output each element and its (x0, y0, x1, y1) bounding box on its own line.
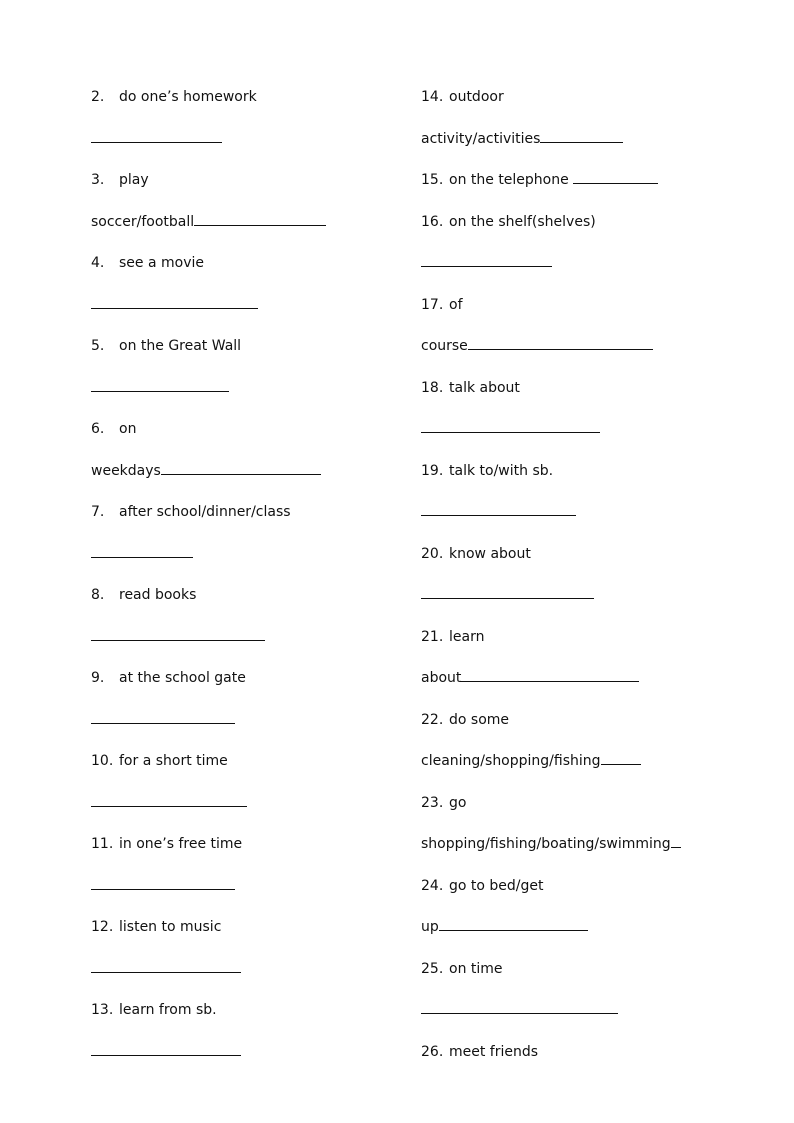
item-23 (421, 792, 721, 834)
item-phrase-continued: course (421, 338, 468, 354)
answer-blank[interactable] (91, 958, 241, 973)
answer-line-25 (421, 999, 721, 1041)
item-phrase: do one’s homework (119, 89, 257, 105)
item-number: 11. (91, 836, 114, 852)
item-phrase: in one’s free time (119, 836, 243, 852)
item-15 (421, 169, 721, 211)
item-number: 20. (421, 545, 444, 562)
item-phrase: listen to music (119, 919, 222, 935)
item-21 (421, 626, 721, 668)
answer-blank[interactable] (91, 709, 235, 724)
item-phrase: go to bed/get (449, 877, 544, 894)
answer-blank[interactable] (461, 667, 639, 682)
item-2 (91, 86, 391, 128)
item-number: 4. (91, 255, 105, 271)
answer-blank[interactable] (468, 335, 653, 350)
item-number: 6. (91, 421, 105, 437)
answer-blank[interactable] (421, 584, 594, 599)
answer-line-24 (421, 916, 721, 958)
answer-line-21 (421, 667, 721, 709)
item-phrase-continued: activity/activities (421, 130, 541, 147)
left-column (91, 86, 391, 1082)
item-4 (91, 252, 391, 294)
item-phrase: see a movie (119, 255, 204, 271)
answer-line-22 (421, 750, 721, 792)
item-number: 15. (421, 172, 444, 188)
item-phrase: on the telephone (449, 172, 569, 188)
item-14 (421, 86, 721, 128)
item-19 (421, 460, 721, 502)
answer-blank[interactable] (421, 418, 600, 433)
item-13 (91, 999, 391, 1041)
answer-blank[interactable] (601, 750, 641, 765)
answer-line-20 (421, 584, 721, 626)
item-6 (91, 418, 391, 460)
item-number: 13. (91, 1002, 114, 1018)
item-number: 17. (421, 296, 444, 313)
item-26 (421, 1041, 721, 1083)
answer-blank[interactable] (439, 916, 588, 931)
answer-blank[interactable] (91, 128, 222, 143)
item-20 (421, 543, 721, 585)
item-17 (421, 294, 721, 336)
item-5 (91, 335, 391, 377)
answer-blank[interactable] (540, 128, 623, 143)
item-phrase: on time (449, 960, 503, 977)
item-phrase: outdoor (449, 89, 504, 105)
answer-blank[interactable] (421, 252, 552, 267)
item-phrase: on the shelf(shelves) (449, 213, 596, 230)
answer-line-23 (421, 833, 721, 875)
item-phrase: read books (119, 587, 197, 603)
item-16 (421, 211, 721, 253)
item-number: 14. (421, 89, 444, 105)
answer-line-17 (421, 335, 721, 377)
answer-blank[interactable] (91, 543, 193, 558)
item-phrase-continued: cleaning/shopping/fishing (421, 753, 601, 769)
answer-line-13 (91, 1041, 391, 1083)
item-phrase: know about (449, 545, 531, 562)
item-10 (91, 750, 391, 792)
item-phrase-continued: soccer/football (91, 213, 195, 230)
item-phrase: on (119, 421, 137, 437)
answer-blank[interactable] (161, 460, 321, 475)
item-number: 10. (91, 753, 114, 769)
answer-line-6 (91, 460, 391, 502)
item-24 (421, 875, 721, 917)
item-11 (91, 833, 391, 875)
item-phrase: learn from sb. (119, 1002, 217, 1018)
item-number: 7. (91, 504, 105, 520)
item-phrase-continued: about (421, 670, 462, 686)
item-number: 3. (91, 172, 105, 188)
answer-line-19 (421, 501, 721, 543)
answer-line-3 (91, 211, 391, 253)
answer-blank[interactable] (91, 1041, 241, 1056)
item-phrase: talk to/with sb. (449, 462, 554, 479)
item-number: 22. (421, 711, 444, 728)
answer-blank[interactable] (91, 294, 258, 309)
answer-line-18 (421, 418, 721, 460)
item-phrase: meet friends (449, 1043, 539, 1060)
answer-blank[interactable] (91, 626, 265, 641)
item-9 (91, 667, 391, 709)
item-phrase: after school/dinner/class (119, 504, 291, 520)
item-number: 5. (91, 338, 105, 354)
answer-line-5 (91, 377, 391, 419)
answer-blank[interactable] (573, 169, 658, 184)
item-phrase: do some (449, 711, 510, 728)
item-phrase: talk about (449, 379, 520, 396)
answer-line-14 (421, 128, 721, 170)
item-number: 19. (421, 462, 444, 479)
item-number: 16. (421, 213, 444, 230)
item-number: 25. (421, 960, 444, 977)
answer-blank[interactable] (91, 875, 235, 890)
item-number: 18. (421, 379, 444, 396)
answer-line-4 (91, 294, 391, 336)
item-number: 26. (421, 1043, 444, 1060)
item-22 (421, 709, 721, 751)
item-phrase: of (449, 296, 463, 313)
item-7 (91, 501, 391, 543)
item-25 (421, 958, 721, 1000)
answer-line-2 (91, 128, 391, 170)
item-8 (91, 584, 391, 626)
item-number: 8. (91, 587, 105, 603)
answer-line-7 (91, 543, 391, 585)
answer-line-11 (91, 875, 391, 917)
item-phrase-continued: up (421, 919, 439, 935)
item-number: 9. (91, 670, 105, 686)
item-phrase: for a short time (119, 753, 228, 769)
item-3 (91, 169, 391, 211)
item-phrase-continued: shopping/fishing/boating/swimming (421, 836, 671, 852)
answer-line-8 (91, 626, 391, 668)
item-phrase: learn (449, 628, 485, 645)
item-phrase: on the Great Wall (119, 338, 242, 354)
item-number: 12. (91, 919, 114, 935)
answer-line-10 (91, 792, 391, 834)
item-number: 24. (421, 877, 444, 894)
item-phrase: at the school gate (119, 670, 246, 686)
item-phrase: play (119, 172, 149, 188)
answer-line-12 (91, 958, 391, 1000)
answer-blank[interactable] (91, 377, 229, 392)
answer-blank[interactable] (671, 833, 681, 848)
item-number: 23. (421, 794, 444, 811)
right-column (421, 86, 721, 1082)
answer-line-16 (421, 252, 721, 294)
answer-blank[interactable] (194, 211, 326, 226)
item-number: 2. (91, 89, 105, 105)
item-phrase: go (449, 794, 467, 811)
answer-blank[interactable] (421, 999, 618, 1014)
answer-line-9 (91, 709, 391, 751)
item-number: 21. (421, 628, 444, 645)
item-18 (421, 377, 721, 419)
answer-blank[interactable] (91, 792, 247, 807)
item-12 (91, 916, 391, 958)
item-phrase-continued: weekdays (91, 462, 161, 479)
answer-blank[interactable] (421, 501, 576, 516)
